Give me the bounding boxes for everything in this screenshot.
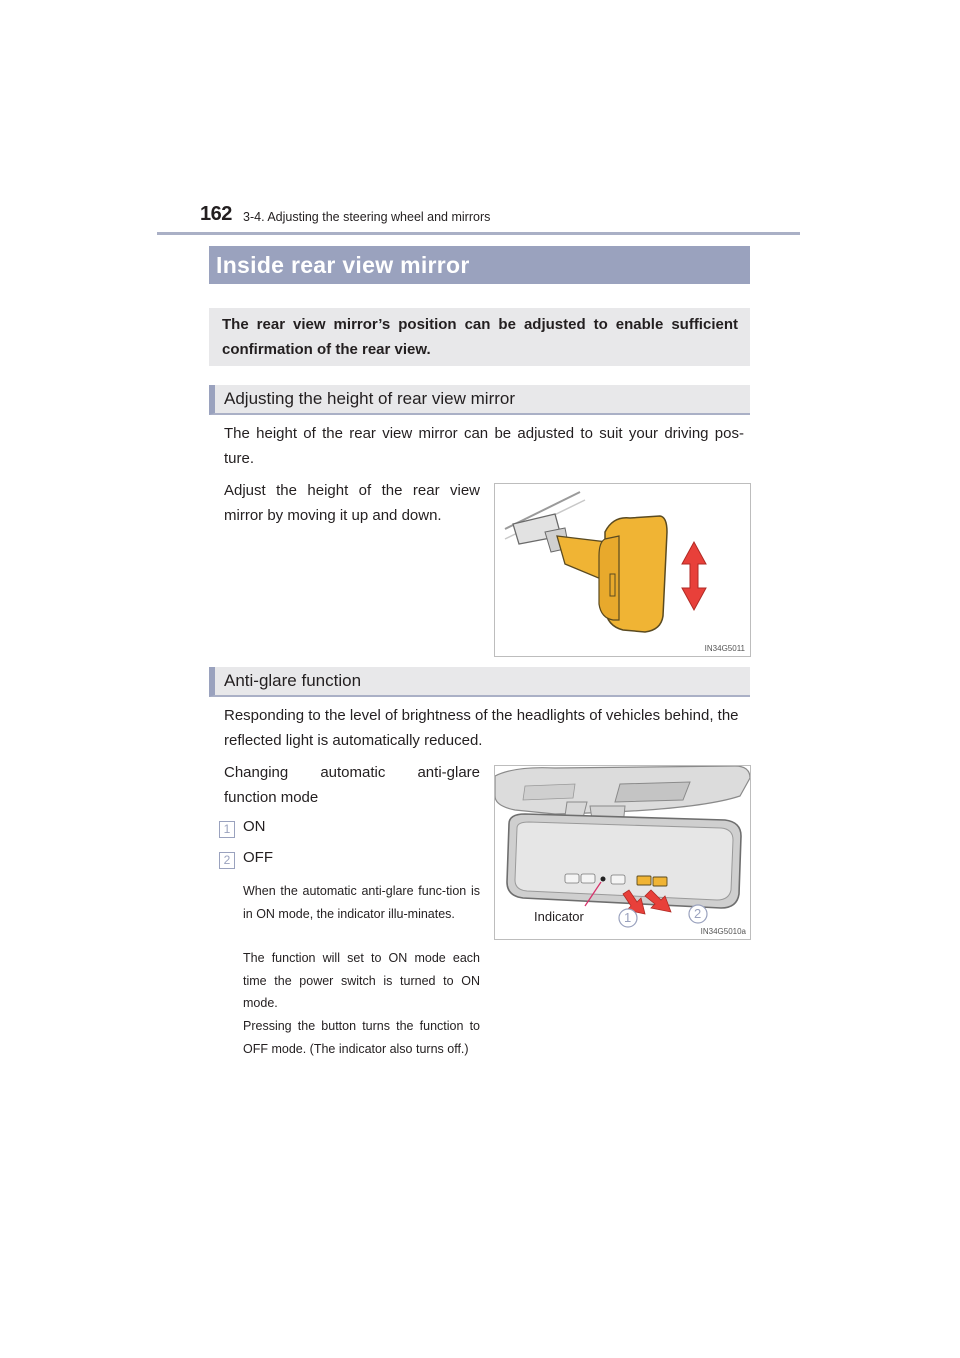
note-indicator: When the automatic anti-glare func-tion is in ON mode, the indicator illu-minates. [243, 884, 480, 921]
option-label-on: ON [243, 818, 266, 835]
note-button-off: Pressing the button turns the function to OFF mode. (The indicator also turns off.) [243, 1019, 480, 1056]
figure-code: IN34G5011 [704, 644, 745, 653]
header-divider [157, 232, 800, 235]
option-number-1: 1 [219, 821, 235, 838]
antiglare-paragraph: Responding to the level of brightness of the headlights of vehicles behind, the reflected light is automatically reduced. [224, 707, 739, 749]
option-number-2: 2 [219, 852, 235, 869]
height-instruction: Adjust the height of the rear view mirror by moving it up and down. [224, 482, 480, 524]
height-paragraph: The height of the rear view mirror can be adjusted to suit your driving pos-ture. [224, 425, 744, 467]
option-label-off: OFF [243, 849, 273, 866]
heading-adjusting-height: Adjusting the height of rear view mirror [209, 385, 750, 415]
antiglare-instruction-line2: function mode [224, 789, 319, 806]
antiglare-instruction-line1: Changing automatic anti-glare [224, 764, 480, 781]
figure-code: IN34G5010a [700, 927, 746, 936]
mirror-height-drawing [495, 484, 750, 656]
callout-2: 2 [694, 906, 702, 921]
page-number: 162 [200, 203, 232, 225]
callout-1: 1 [624, 910, 632, 925]
intro-summary: The rear view mirror’s position can be adjusted to enable sufficient confirmation of the rear view. [209, 308, 750, 366]
mirror-height-illustration [494, 483, 751, 657]
note-power-switch: The function will set to ON mode each time the power switch is turned to ON mode. [243, 951, 480, 1010]
indicator-label: Indicator [534, 909, 584, 924]
page-title: Inside rear view mirror [209, 246, 750, 284]
section-reference: 3-4. Adjusting the steering wheel and mirrors [243, 210, 491, 224]
antiglare-mirror-illustration [494, 765, 751, 940]
heading-anti-glare: Anti-glare function [209, 667, 750, 697]
